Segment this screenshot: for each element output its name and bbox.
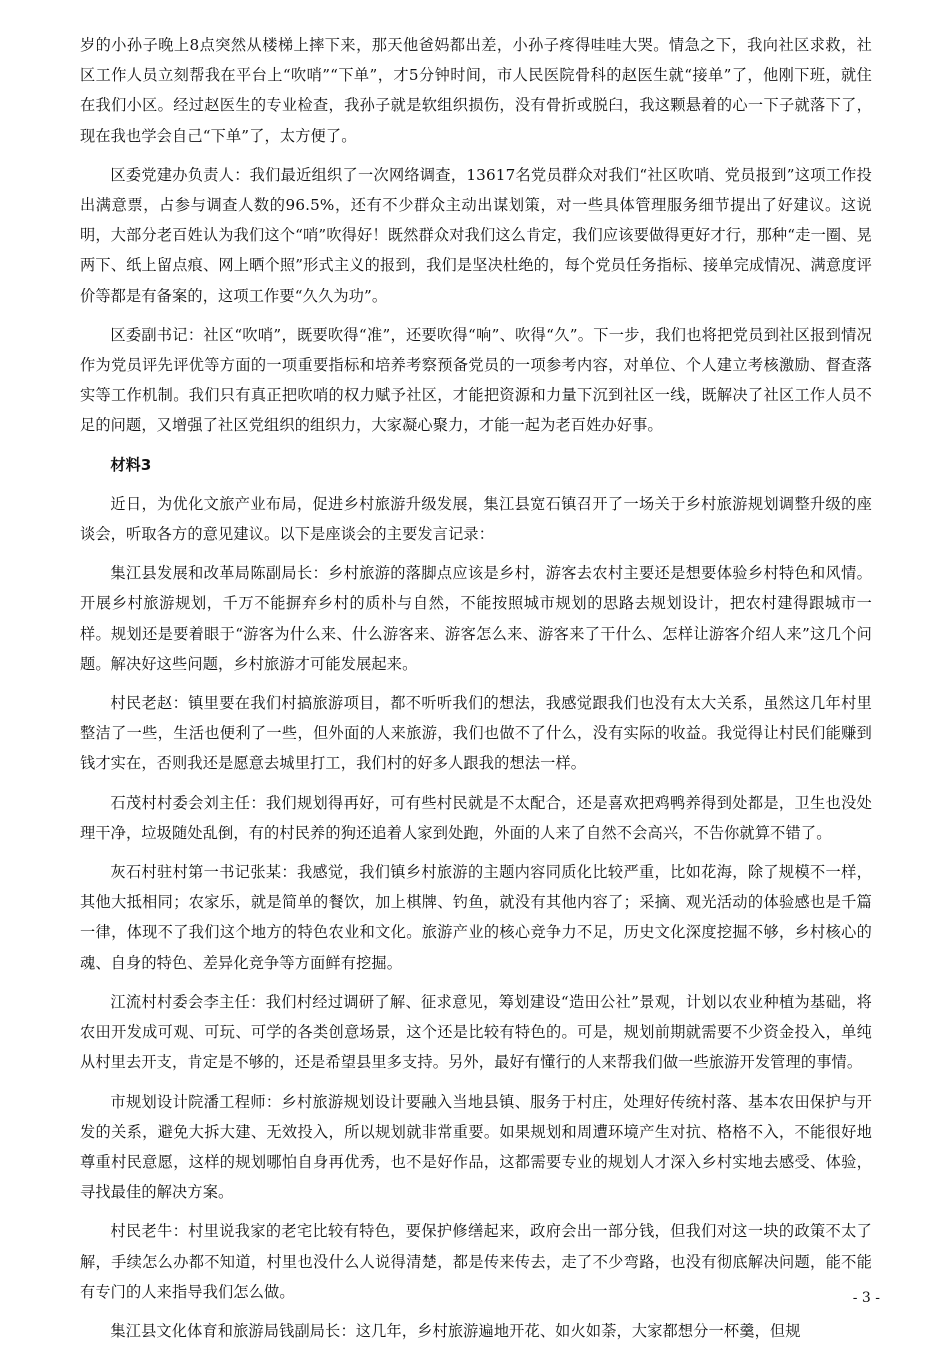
section-title: 材料3 (110, 455, 152, 474)
paragraph-speaker-liu: 石茂村村委会刘主任：我们规划得再好，可有些村民就是不太配合，还是喜欢把鸡鸭养得到处都是，卫生也没处理干净，垃圾随处乱倒，有的村民养的狗还追着人家到处跑，外面的人来了自然不会高兴，不告你就算不错了。 (80, 793, 872, 842)
paragraph-continued: 岁的小孙子晚上8点突然从楼梯上摔下来，那天他爸妈都出差，小孙子疼得哇哇大哭。情急之下，我向社区求救，社区工作人员立刻帮我在平台上“吹哨”“下单”，才5分钟时间，市人民医院骨科的赵医生就“接单”了，他刚下班，就住在我们小区。经过赵医生的专业检查，我孙子就是软组织损伤，没有骨折或脱臼，我这颗悬着的心一下子就落下了，现在我也学会自己“下单”了，太方便了。 (80, 36, 872, 145)
paragraph-speaker-niu: 村民老牛：村里说我家的老宅比较有特色，要保护修缮起来，政府会出一部分钱，但我们对这一块的政策不太了解，手续怎么办都不知道，村里也没什么人说得清楚，都是传来传去，走了不少弯路，也没有彻底解决问题，能不能有专门的人来指导我们怎么做。 (80, 1222, 872, 1301)
paragraph-party-office: 区委党建办负责人：我们最近组织了一次网络调查，13617名党员群众对我们“社区吹哨、党员报到”这项工作投出满意票，占参与调查人数的96.5%，还有不少群众主动出谋划策，对一些具体管理服务细节提出了好建议。这说明，大部分老百姓认为我们这个“哨”吹得好！既然群众对我们这么肯定，我们应该要做得更好才行，那种“走一圈、晃两下、纸上留点痕、网上晒个照”形式主义的报到，我们是坚决杜绝的，每个党员任务指标、接单完成情况、满意度评价等都是有备案的，这项工作要“久久为功”。 (80, 165, 872, 305)
paragraph-speaker-li: 江流村村委会李主任：我们村经过调研了解、征求意见，筹划建设“造田公社”景观，计划以农业种植为基础，将农田开发成可观、可玩、可学的各类创意场景，这个还是比较有特色的。可是，规划前期就需要不少资金投入，单纯从村里去开支，肯定是不够的，还是希望县里多支持。另外，最好有懂行的人来帮我们做一些旅游开发管理的事情。 (80, 992, 872, 1072)
paragraph-speaker-chen: 集江县发展和改革局陈副局长：乡村旅游的落脚点应该是乡村，游客去农村主要还是想要体验乡村特色和风情。开展乡村旅游规划，千万不能摒弃乡村的质朴与自然，不能按照城市规划的思路去规划设计，把农村建得跟城市一样。规划还是要着眼于“游客为什么来、什么游客来、游客怎么来、游客来了干什么、怎样让游客介绍人来”这几个问题。解决好这些问题，乡村旅游才可能发展起来。 (80, 564, 872, 673)
paragraph-speaker-zhao: 村民老赵：镇里要在我们村搞旅游项目，都不听听我们的想法，我感觉跟我们也没有太大关系，虽然这几年村里整洁了一些，生活也便利了一些，但外面的人来旅游，我们也做不了什么，没有实际的收益。我觉得让村民们能赚到钱才实在，否则我还是愿意去城里打工，我们村的好多人跟我的想法一样。 (80, 694, 872, 773)
paragraph-intro: 近日，为优化文旅产业布局，促进乡村旅游升级发展，集江县宽石镇召开了一场关于乡村旅游规划调整升级的座谈会，听取各方的意见建议。以下是座谈会的主要发言记录： (80, 494, 872, 544)
paragraph-speaker-qian: 集江县文化体育和旅游局钱副局长：这几年，乡村旅游遍地开花、如火如荼，大家都想分一杯羹，但规 (110, 1321, 801, 1340)
page-number: - 3 - (852, 1290, 880, 1306)
paragraph-speaker-pan: 市规划设计院潘工程师：乡村旅游规划设计要融入当地县镇、服务于村庄，处理好传统村落、基本农田保护与开发的关系，避免大拆大建、无效投入，所以规划就非常重要。如果规划和周遭环境产生对抗、格格不入，不能很好地尊重村民意愿，这样的规划哪怕自身再优秀，也不是好作品，这都需要专业的规划人才深入乡村实地去感受、体验，寻找最佳的解决方案。 (80, 1092, 872, 1202)
paragraph-speaker-zhang: 灰石村驻村第一书记张某：我感觉，我们镇乡村旅游的主题内容同质化比较严重，比如花海，除了规模不一样，其他大抵相同；农家乐，就是简单的餐饮，加上棋牌、钓鱼，就没有其他内容了；采摘、观光活动的体验感也是千篇一律，体现不了我们这个地方的特色农业和文化。旅游产业的核心竞争力不足，历史文化深度挖掘不够，乡村核心的魂、自身的特色、差异化竞争等方面鲜有挖掘。 (80, 863, 872, 972)
document-page (80, 30, 872, 1355)
paragraph-deputy-secretary: 区委副书记：社区“吹哨”，既要吹得“准”，还要吹得“响”、吹得“久”。下一步，我们也将把党员到社区报到情况作为党员评先评优等方面的一项重要指标和培养考察预备党员的一项参考内容，对单位、个人建立考核激励、督查落实等工作机制。我们只有真正把吹哨的权力赋予社区，才能把资源和力量下沉到社区一线，既解决了社区工作人员不足的问题，又增强了社区党组织的组织力，大家凝心聚力，才能一起为老百姓办好事。 (80, 325, 872, 435)
